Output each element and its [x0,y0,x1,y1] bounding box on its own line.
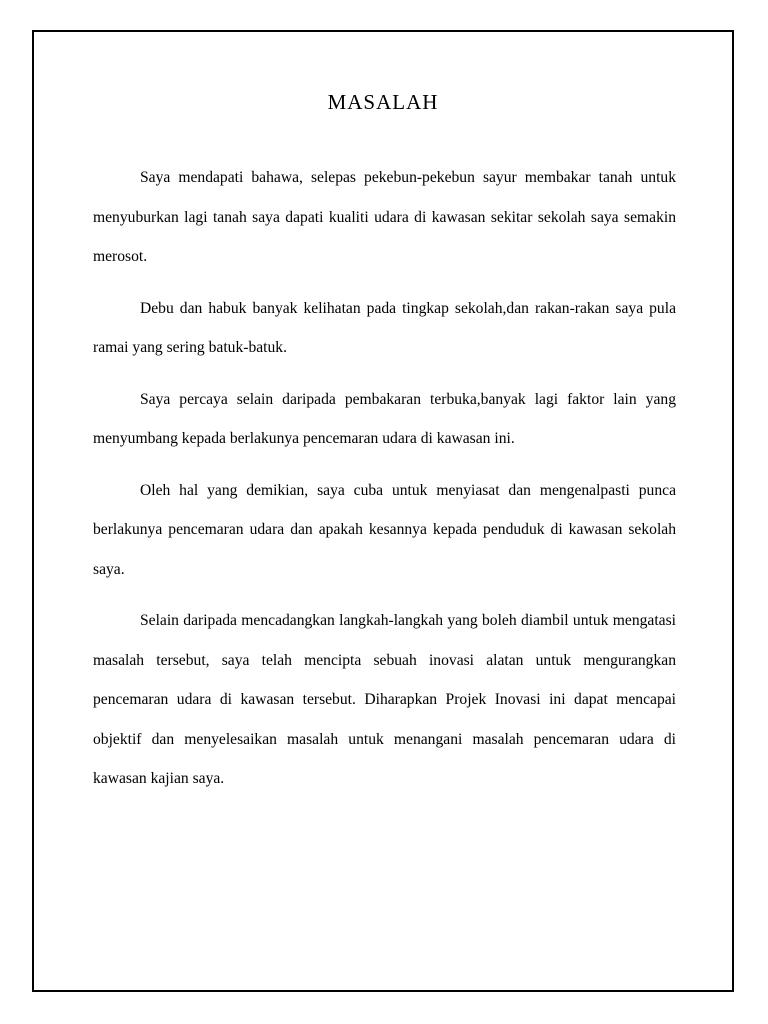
paragraph-4: Oleh hal yang demikian, saya cuba untuk menyiasat dan mengenalpasti punca berlakunya pencemaran udara dan apakah kesannya kepada penduduk di kawasan sekolah saya. [93,481,676,578]
paragraph-3: Saya percaya selain daripada pembakaran terbuka,banyak lagi faktor lain yang menyumbang kepada berlakunya pencemaran udara di kawasan ini. [93,390,676,447]
paragraph-5: Selain daripada mencadangkan langkah-langkah yang boleh diambil untuk mengatasi masalah tersebut, saya telah mencipta sebuah inovasi alatan untuk mengurangkan pencemaran udara di kawasan tersebut. Diharapkan Projek Inovasi ini dapat mencapai objektif dan menyelesaikan masalah untuk menangani masalah pencemaran udara di kawasan kajian saya. [93,612,676,787]
page-border [32,30,734,992]
document-body [93,158,676,811]
paragraph-2: Debu dan habuk banyak kelihatan pada tingkap sekolah,dan rakan-rakan saya pula ramai yang sering batuk-batuk. [93,299,676,356]
paragraph-1: Saya mendapati bahawa, selepas pekebun-pekebun sayur membakar tanah untuk menyuburkan lagi tanah saya dapati kualiti udara di kawasan sekitar sekolah saya semakin merosot. [93,169,676,265]
page-title: MASALAH [327,90,439,114]
